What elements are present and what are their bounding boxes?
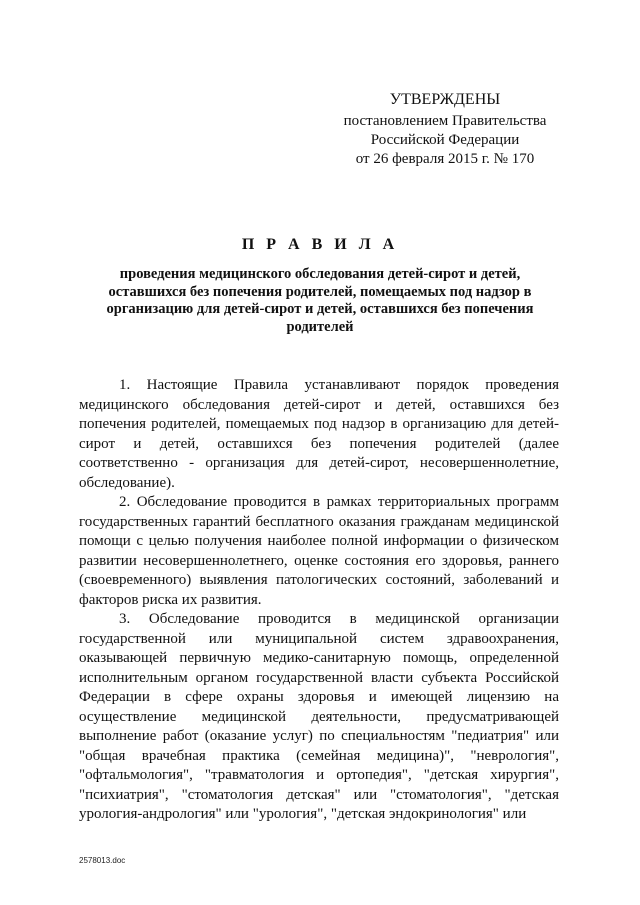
approval-line-3: от 26 февраля 2015 г. № 170 — [355, 151, 535, 167]
document-title: П Р А В И Л А — [241, 236, 399, 253]
approval-line-2: Российской Федерации — [370, 132, 520, 148]
approval-stamp — [330, 90, 560, 169]
document-subtitle: проведения медицинского обследования детей-сирот и детей, оставшихся без попечения родителей, помещаемых под надзор в организацию для детей-сирот и детей, оставшихся без попечения родителей — [106, 266, 534, 335]
approval-heading: УТВЕРЖДЕНЫ — [389, 91, 501, 108]
file-name-footer: 2578013.doc — [79, 856, 126, 865]
document-body — [79, 376, 559, 825]
paragraph-3: 3. Обследование проводится в медицинской организации государственной или муниципальной систем здравоохранения, оказывающей первичную медико-санитарную помощь, определенной исполнительным органом государственной власти субъекта Российской Федерации в сфере охраны здоровья и имеющей лицензию на осуществление медицинской деятельности, предусматривающей выполнение работ (оказание услуг) по специальностям "педиатрия" или "общая врачебная практика (семейная медицина)", "неврология", "офтальмология", "травматология и ортопедия", "детская хирургия", "психиатрия", "стоматология детская" или "стоматология", "детская урология-андрология" или "урология", "детская эндокринология" или — [79, 611, 559, 822]
approval-line-1: постановлением Правительства — [343, 113, 547, 129]
paragraph-1: 1. Настоящие Правила устанавливают порядок проведения медицинского обследования детей-сирот и детей, оставшихся без попечения родителей, помещаемых под надзор в организацию для детей-сирот и детей, оставшихся без попечения родителей (далее соответственно - организация для детей-сирот, несовершеннолетние, обследование). — [79, 377, 559, 491]
paragraph-2: 2. Обследование проводится в рамках территориальных программ государственных гарантий бесплатного оказания гражданам медицинской помощи с целью получения наиболее полной информации о физическом развитии несовершеннолетнего, оценке состояния его здоровья, раннего (своевременного) выявления патологических состояний, заболеваний и факторов риска их развития. — [79, 494, 559, 608]
